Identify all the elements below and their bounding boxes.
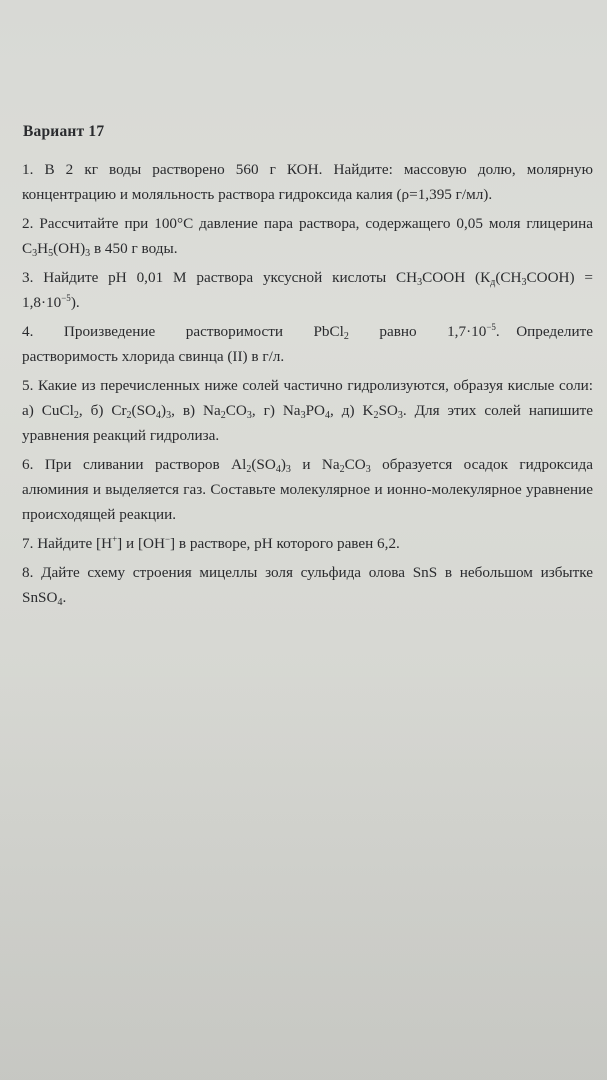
task-text: в 450 г воды.	[90, 240, 178, 257]
task-number: 1.	[22, 161, 34, 178]
task-text: Найдите [H	[37, 535, 113, 552]
task-text: (SO	[131, 402, 157, 419]
subscript: 2	[220, 410, 226, 421]
subscript: 2	[246, 464, 252, 475]
subscript: 4	[275, 464, 281, 475]
task-text: ] в растворе, рН которого равен 6,2.	[170, 535, 400, 552]
subscript: 4	[324, 410, 330, 421]
task-text: равно 1,7·10	[348, 323, 487, 340]
task-text: СООН (К	[422, 269, 491, 286]
task-text: образуется осадок гидроксида алюминия и выделяется газ. Составьте молекулярное и ионно-молекулярное уравнение происходящей реакции.	[22, 456, 594, 523]
task-text: В 2 кг воды растворено 560 г КОН. Найдите: массовую долю, молярную концентрацию и моляльность раствора гидроксида калия (ρ=1,395 г/мл).	[22, 161, 594, 203]
task-text: PO	[305, 402, 325, 419]
task-text: , д) K	[329, 402, 374, 419]
task-text: )	[161, 402, 167, 419]
superscript: −	[164, 534, 171, 544]
subscript: 3	[417, 277, 423, 288]
task-number: 6.	[22, 456, 34, 473]
task-6	[22, 452, 593, 527]
task-number: 7.	[22, 535, 34, 552]
subscript: 3	[85, 248, 91, 259]
task-text: и Na	[290, 456, 340, 473]
subscript: 3	[397, 410, 403, 421]
task-text: (СН	[495, 269, 522, 286]
task-text: , в) Na	[171, 402, 221, 419]
task-number: 3.	[22, 269, 34, 286]
task-text: CO	[344, 456, 366, 473]
task-4	[22, 319, 593, 369]
task-5	[22, 373, 593, 448]
subscript: 3	[246, 410, 252, 421]
task-text: При сливании растворов Al	[44, 456, 247, 473]
subscript: 4	[156, 410, 162, 421]
task-text: )	[280, 456, 286, 473]
subscript: 2	[73, 410, 79, 421]
superscript: +	[112, 534, 118, 544]
task-text: (ОН)	[53, 240, 86, 257]
task-text: ).	[70, 294, 80, 311]
task-text: , б) Cr	[78, 402, 127, 419]
subscript: 2	[339, 464, 345, 475]
task-2	[22, 211, 593, 261]
subscript: 3	[32, 248, 38, 259]
task-number: 8.	[22, 564, 34, 581]
task-number: 5.	[22, 377, 34, 394]
task-text: СООН) = 1,8·10	[22, 269, 593, 311]
task-number: 2.	[22, 215, 34, 232]
task-7	[22, 531, 593, 556]
task-text: Какие из перечисленных ниже солей частично гидролизуются, образуя кислые соли: а) CuCl	[22, 377, 594, 419]
subscript: 2	[126, 410, 132, 421]
subscript: 2	[373, 410, 379, 421]
subscript: 3	[365, 464, 371, 475]
task-text: .	[62, 589, 67, 606]
superscript: −5	[61, 293, 71, 303]
task-text: Н	[37, 240, 49, 257]
task-1	[22, 157, 593, 207]
task-8	[22, 560, 593, 610]
task-text: ] и [OH	[117, 535, 165, 552]
task-text: (SO	[251, 456, 276, 473]
subscript: 4	[57, 597, 63, 608]
task-text: Найдите рН 0,01 М раствора уксусной кислоты СН	[43, 269, 418, 286]
subscript: 2	[343, 331, 349, 342]
variant-title: Вариант 17	[23, 123, 105, 140]
subscript: 3	[300, 410, 306, 421]
task-text: SO	[378, 402, 398, 419]
subscript: 5	[48, 248, 54, 259]
task-text: Произведение растворимости PbCl	[63, 323, 344, 340]
subscript: д	[490, 277, 496, 288]
subscript: 3	[521, 277, 527, 288]
subscript: 3	[166, 410, 172, 421]
task-text: , г) Na	[251, 402, 301, 419]
task-text: . Определите растворимость хлорида свинца (II) в г/л.	[22, 323, 593, 365]
task-number: 4.	[22, 323, 34, 340]
task-3	[22, 265, 593, 315]
task-text: Рассчитайте при 100°С давление пара раствора, содержащего 0,05 моля глицерина С	[22, 215, 594, 257]
subscript: 3	[285, 464, 291, 475]
task-text: CO	[225, 402, 247, 419]
task-text: . Для этих солей напишите уравнения реакций гидролиза.	[22, 402, 594, 444]
superscript: −5	[486, 322, 496, 332]
task-text: Дайте схему строения мицеллы золя сульфида олова SnS в небольшом избытке SnSO	[22, 564, 594, 606]
